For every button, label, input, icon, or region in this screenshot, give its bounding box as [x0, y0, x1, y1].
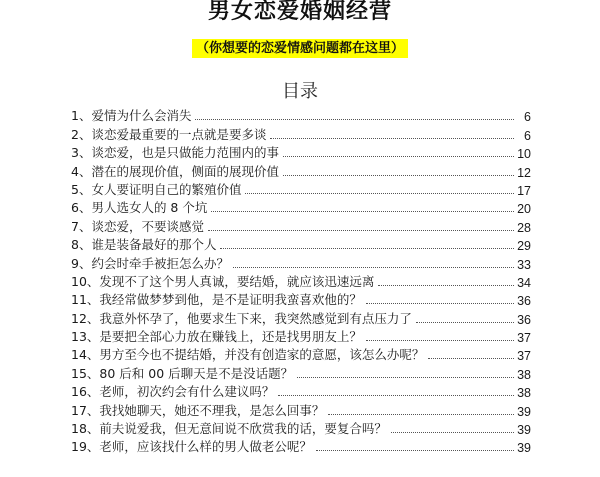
toc-entry[interactable] — [71, 198, 531, 216]
dot-leader — [378, 284, 514, 286]
toc-entry-title: 14、男方至今也不提结婚，并没有创造家的意愿，该怎么办呢？ — [71, 347, 425, 363]
toc-entry[interactable] — [71, 345, 531, 363]
toc-entry-title: 6、男人选女人的 8 个坑 — [71, 200, 208, 216]
toc-entry-title: 11、我经常做梦梦到他，是不是证明我蛮喜欢他的？ — [71, 292, 362, 308]
toc-entry-page: 37 — [517, 331, 531, 346]
toc-entry[interactable] — [71, 272, 531, 290]
toc-entry-page: 36 — [517, 312, 531, 327]
toc-entry-title: 5、女人要证明自己的繁殖价值 — [71, 181, 242, 197]
toc-entry-page: 12 — [517, 165, 531, 180]
toc-entry-page: 6 — [524, 110, 531, 125]
dot-leader — [195, 118, 514, 120]
toc-heading: 目录 — [282, 81, 318, 102]
toc-entry[interactable] — [71, 216, 531, 234]
toc-entry[interactable] — [71, 253, 531, 271]
toc-entry-title: 12、我意外怀孕了，他要求生下来，我突然感觉到有点压力了 — [71, 310, 412, 326]
toc-entry-title: 10、发现不了这个男人真诚，要结婚，就应该迅速远离 — [71, 273, 375, 289]
toc-entry-page: 28 — [517, 220, 531, 235]
dot-leader — [328, 413, 514, 415]
toc-entry-title: 19、老师，应该找什么样的男人做老公呢？ — [71, 439, 312, 455]
toc-entry[interactable] — [71, 327, 531, 345]
toc-entry-page: 38 — [517, 386, 531, 401]
toc-entry-page: 29 — [517, 239, 531, 254]
table-of-contents — [71, 106, 531, 455]
dot-leader — [416, 321, 514, 323]
dot-leader — [283, 174, 514, 176]
toc-entry-title: 4、潜在的展现价值，侧面的展现价值 — [71, 163, 279, 179]
dot-leader — [233, 266, 514, 268]
toc-entry-page: 10 — [517, 147, 531, 162]
dot-leader — [283, 155, 514, 157]
toc-entry-title: 8、谁是装备最好的那个人 — [71, 237, 217, 253]
toc-entry-title: 15、80 后和 00 后聊天是不是没话题？ — [71, 365, 294, 381]
toc-entry[interactable] — [71, 382, 531, 400]
toc-entry-page: 39 — [517, 441, 531, 456]
dot-leader — [428, 357, 514, 359]
dot-leader — [245, 192, 514, 194]
dot-leader — [316, 449, 514, 451]
dot-leader — [391, 431, 514, 433]
toc-entry-page: 17 — [517, 183, 531, 198]
toc-entry-page: 37 — [517, 349, 531, 364]
toc-entry-title: 2、谈恋爱最重要的一点就是要多谈 — [71, 126, 267, 142]
toc-entry-page: 20 — [517, 202, 531, 217]
dot-leader — [366, 339, 514, 341]
toc-entry-page: 34 — [517, 275, 531, 290]
dot-leader — [211, 210, 514, 212]
toc-entry[interactable] — [71, 106, 531, 124]
toc-entry[interactable] — [71, 363, 531, 381]
highlighted-subtitle: （你想要的恋爱情感问题都在这里） — [192, 39, 408, 58]
toc-entry-title: 18、前夫说爱我，但无意间说不欣赏我的话，要复合吗？ — [71, 421, 387, 437]
dot-leader — [278, 394, 514, 396]
toc-entry-page: 33 — [517, 257, 531, 272]
dot-leader — [220, 247, 514, 249]
toc-entry[interactable] — [71, 419, 531, 437]
toc-entry-page: 36 — [517, 294, 531, 309]
dot-leader — [270, 137, 514, 139]
toc-entry-title: 17、我找她聊天，她还不理我，是怎么回事？ — [71, 402, 325, 418]
toc-entry[interactable] — [71, 290, 531, 308]
toc-entry[interactable] — [71, 124, 531, 142]
toc-entry-title: 13、是要把全部心力放在赚钱上，还是找男朋友上？ — [71, 329, 362, 345]
toc-entry[interactable] — [71, 161, 531, 179]
toc-entry-title: 9、约会时牵手被拒怎么办？ — [71, 255, 229, 271]
document-title: 男女恋爱婚姻经营 — [207, 0, 392, 24]
toc-entry-page: 38 — [517, 367, 531, 382]
subtitle-container — [0, 37, 600, 58]
toc-entry[interactable] — [71, 180, 531, 198]
toc-entry[interactable] — [71, 437, 531, 455]
toc-entry-page: 39 — [517, 423, 531, 438]
toc-entry-title: 16、老师，初次约会有什么建议吗？ — [71, 384, 275, 400]
toc-entry[interactable] — [71, 235, 531, 253]
toc-entry[interactable] — [71, 143, 531, 161]
toc-entry-title: 1、爱情为什么会消失 — [71, 108, 192, 124]
toc-entry-title: 7、谈恋爱，不要谈感觉 — [71, 218, 204, 234]
dot-leader — [297, 376, 514, 378]
toc-entry-page: 6 — [524, 128, 531, 143]
toc-entry[interactable] — [71, 400, 531, 418]
toc-entry[interactable] — [71, 308, 531, 326]
toc-entry-page: 39 — [517, 404, 531, 419]
dot-leader — [208, 229, 514, 231]
dot-leader — [366, 302, 514, 304]
toc-entry-title: 3、谈恋爱，也是只做能力范围内的事 — [71, 145, 279, 161]
